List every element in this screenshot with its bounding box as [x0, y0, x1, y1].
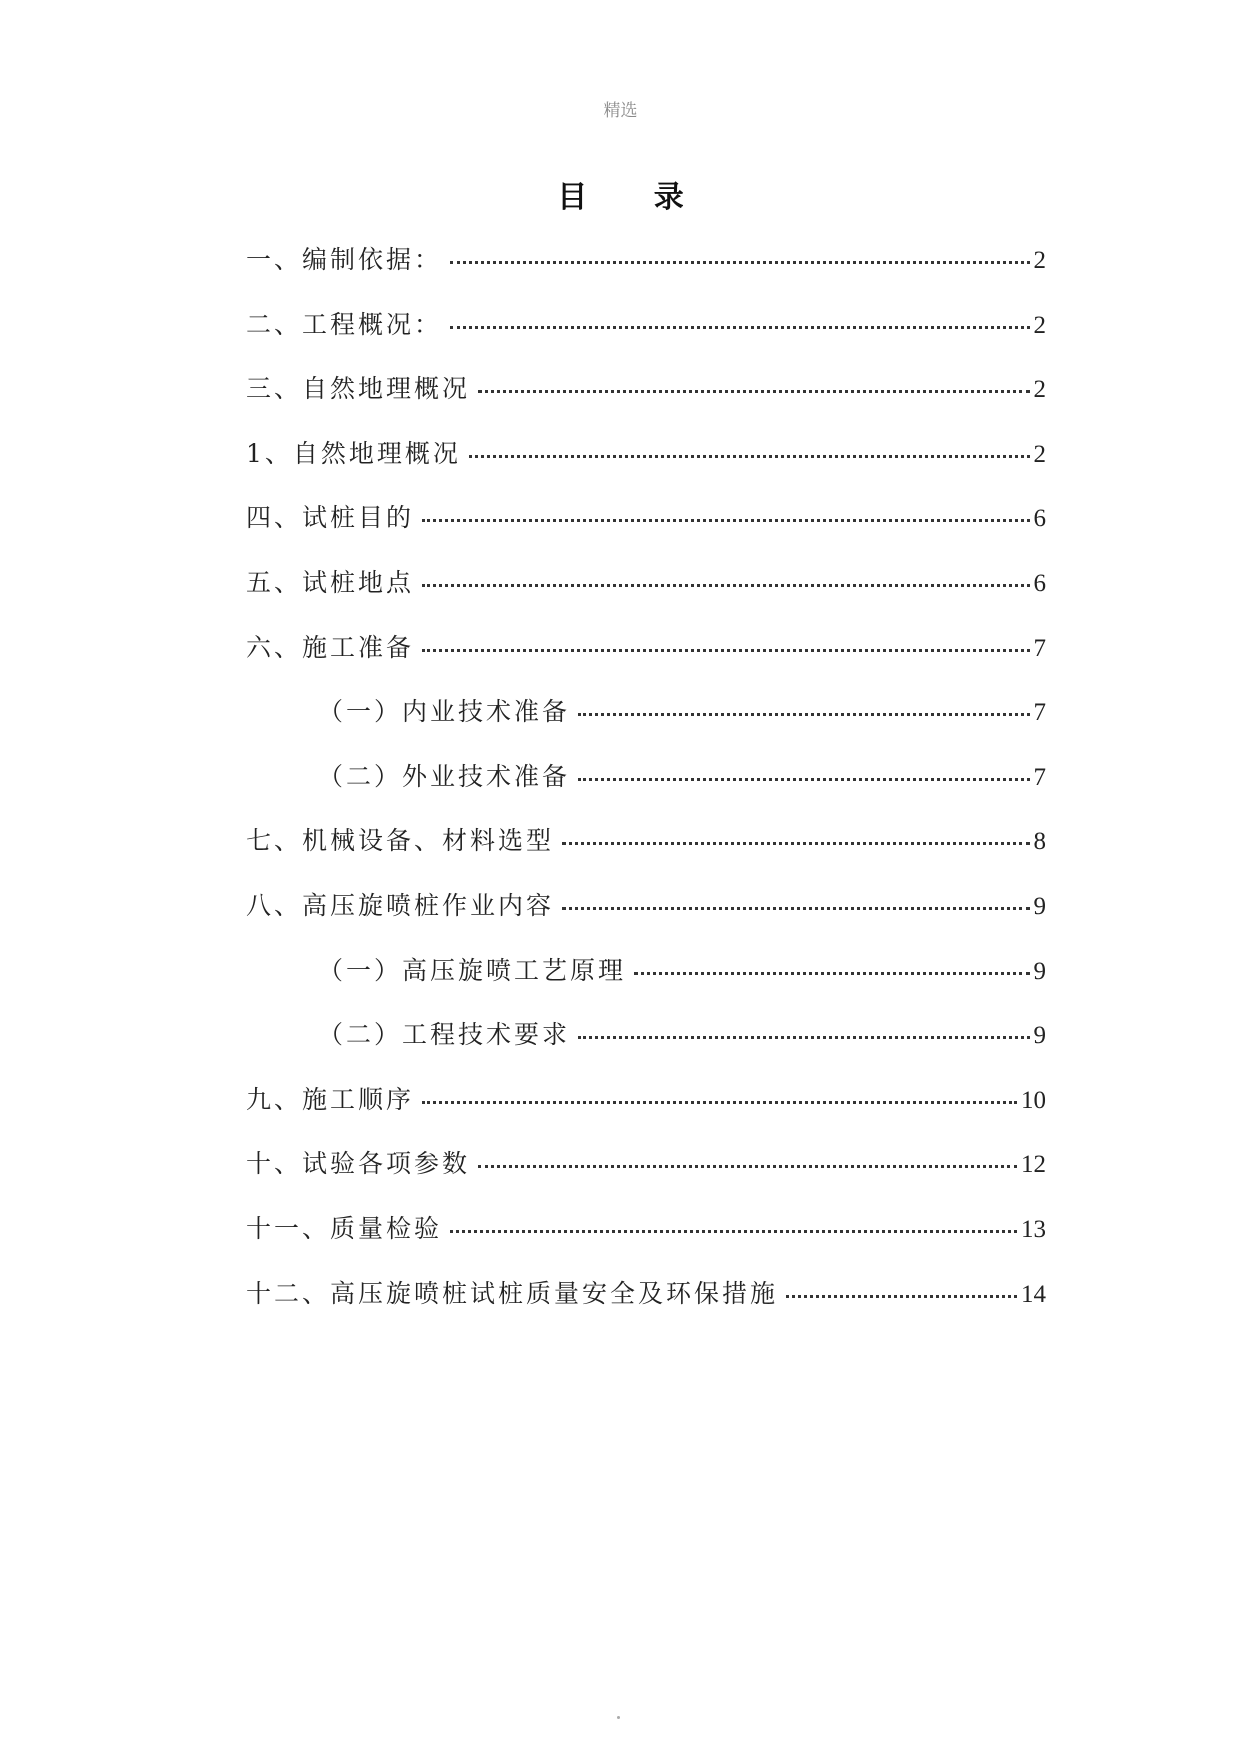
toc-entry-label: 九、施工顺序: [246, 1084, 415, 1114]
toc-entry-label: （二）工程技术要求: [318, 1020, 571, 1050]
toc-entry[interactable]: [246, 1080, 1046, 1145]
toc-entry[interactable]: [246, 1209, 1046, 1274]
toc-entry-label: （一）高压旋喷工艺原理: [318, 955, 627, 985]
toc-leader-dots: [634, 972, 1029, 975]
toc-subentry[interactable]: [246, 1015, 1046, 1080]
toc-entry[interactable]: [246, 369, 1046, 434]
toc-entry-label: 1、自然地理概况: [246, 438, 461, 468]
toc-entry-page: 7: [1033, 634, 1046, 662]
toc-entry-label: 七、机械设备、材料选型: [246, 826, 555, 856]
toc-entry-page: 13: [1021, 1215, 1046, 1243]
toc-entry-page: 12: [1021, 1151, 1046, 1179]
toc-entry-page: 10: [1021, 1086, 1046, 1114]
toc-entry-label: 三、自然地理概况: [246, 374, 471, 404]
toc-title: 目 录: [557, 180, 712, 215]
page-footer-mark: [617, 1716, 620, 1719]
toc-entry-page: 6: [1033, 505, 1046, 533]
toc-entry-page: 2: [1033, 376, 1046, 404]
toc-entry-page: 8: [1033, 828, 1046, 856]
toc-entry-label: 四、试桩目的: [246, 503, 415, 533]
toc-subentry[interactable]: [246, 951, 1046, 1016]
toc-entry-label: 十二、高压旋喷桩试桩质量安全及环保措施: [246, 1278, 779, 1308]
toc-entry[interactable]: [246, 628, 1046, 693]
toc-entry-label: （二）外业技术准备: [318, 761, 571, 791]
toc-leader-dots: [450, 1230, 1017, 1233]
toc-leader-dots: [450, 261, 1029, 264]
toc-entry-page: 14: [1021, 1280, 1046, 1308]
toc-entry-page: 2: [1033, 247, 1046, 274]
page-header: 精选: [603, 101, 638, 121]
toc-entry-label: 六、施工准备: [246, 632, 415, 662]
toc-entry-label: 二、工程概况：: [246, 309, 443, 339]
toc-entry-page: 7: [1033, 699, 1046, 727]
toc-leader-dots: [469, 455, 1030, 458]
toc-entry-page: 2: [1033, 440, 1046, 468]
toc-entry[interactable]: [246, 434, 1046, 499]
toc-entry-label: 一、编制依据：: [246, 245, 443, 274]
toc-entry-page: 7: [1033, 763, 1046, 791]
toc-leader-dots: [562, 907, 1029, 910]
toc-entry[interactable]: [246, 821, 1046, 886]
toc-leader-dots: [786, 1295, 1017, 1298]
toc-entry[interactable]: [246, 1274, 1046, 1339]
toc-entry-label: 十、试验各项参数: [246, 1149, 471, 1179]
toc-leader-dots: [422, 519, 1029, 522]
toc-entry-page: 9: [1033, 957, 1046, 985]
toc-leader-dots: [422, 584, 1029, 587]
toc-entry[interactable]: [246, 886, 1046, 951]
toc-entry-page: 9: [1033, 892, 1046, 920]
toc-leader-dots: [450, 326, 1029, 329]
toc-subentry[interactable]: [246, 692, 1046, 757]
toc-entry-page: 2: [1033, 311, 1046, 339]
toc-subentry[interactable]: [246, 757, 1046, 822]
toc-entry-label: 五、试桩地点: [246, 567, 415, 597]
toc-entry[interactable]: [246, 498, 1046, 563]
toc-leader-dots: [478, 1165, 1017, 1168]
toc-leader-dots: [478, 390, 1029, 393]
table-of-contents: [246, 240, 1046, 1338]
toc-entry[interactable]: [246, 1144, 1046, 1209]
toc-leader-dots: [578, 778, 1029, 781]
toc-leader-dots: [422, 1101, 1017, 1104]
toc-entry[interactable]: [246, 563, 1046, 628]
toc-entry-label: （一）内业技术准备: [318, 697, 571, 727]
toc-leader-dots: [422, 649, 1029, 652]
toc-leader-dots: [562, 842, 1029, 845]
toc-entry-label: 十一、质量检验: [246, 1213, 443, 1243]
toc-entry-label: 八、高压旋喷桩作业内容: [246, 890, 555, 920]
toc-entry-page: 9: [1033, 1022, 1046, 1050]
toc-entry[interactable]: [246, 305, 1046, 370]
toc-entry-page: 6: [1033, 569, 1046, 597]
toc-leader-dots: [578, 1036, 1029, 1039]
toc-leader-dots: [578, 713, 1029, 716]
toc-entry[interactable]: [246, 240, 1046, 305]
